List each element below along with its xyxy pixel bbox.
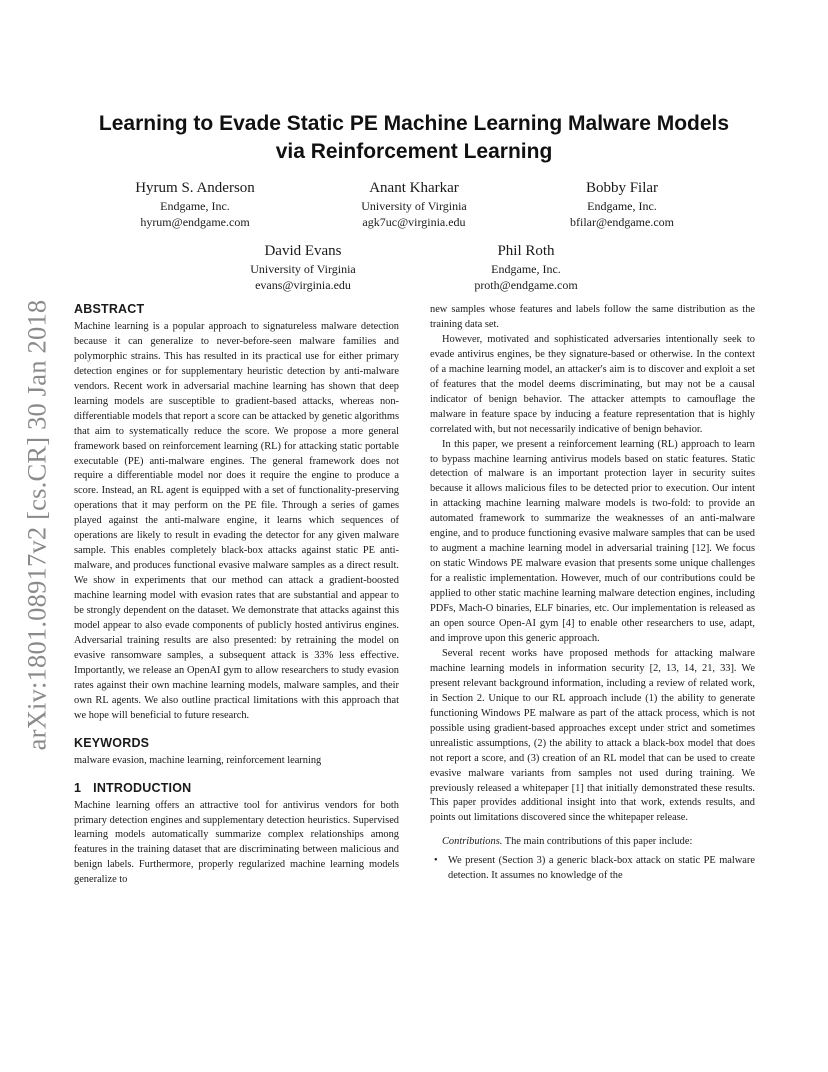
keywords-text: malware evasion, machine learning, reinforcement learning [74, 754, 322, 766]
author-affiliation: University of Virginia [361, 199, 467, 213]
keywords-heading: KEYWORDS [74, 735, 150, 750]
abstract-text: Machine learning is a popular approach to signatureless malware detection because it can generalize to never-before-seen malware families and polymorphic strains. This has resulted in its practical use for either primary detection engines or for supplementary heuristic detection by anti-malware vendors. Recent work in adversarial machine learning has shown that deep learning models are susceptible to gradient-based attacks, whereas non-differentiable models that report a score can be attacked by genetic algorithms that aim to systematically reduce the score. We propose a more general framework based on reinforcement learning (RL) for attacking static portable executable (PE) anti-malware engines. The general framework does not require a differentiable model nor does it require the engine to produce a score. Instead, an RL agent is equipped with a set of functionality-preserving operations that it may perform on the PE file. Through a series of games played against the anti-malware engine, it learns which sequences of operations are likely to result in evading the detector for any given malware sample. This enables completely black-box attacks against static PE anti-malware, and produces functional evasive malware samples as a direct result. We show in experiments that our method can attack a gradient-boosted machine learning model with evasion rates that are substantial and appear to be strongly dependent on the dataset. We demonstrate that attacks against this model appear to also evade components of publicly hosted antivirus engines. Adversarial training results are also presented: by retraining the model on evasive ransomware samples, a subsequent attack is 33% less effective. Importantly, we release an OpenAI gym to allow researchers to study evasion rates against their own machine learning models, malware samples, and their own RL agents. We also outline practical limitations with this approach that we hope will beneficial to future research. [74, 320, 399, 721]
author-block [517, 179, 727, 230]
author-name: David Evans [264, 243, 342, 259]
paper-title [74, 110, 754, 166]
title-line-2: via Reinforcement Learning [275, 140, 553, 163]
contributions-label: Contributions. [442, 836, 503, 848]
author-name: Bobby Filar [585, 180, 659, 196]
author-affiliation: Endgame, Inc. [160, 199, 230, 213]
author-block [90, 179, 300, 230]
arxiv-stamp-text: arXiv:1801.08917v2 [cs.CR] 30 Jan 2018 [21, 299, 52, 751]
section-title: INTRODUCTION [93, 780, 192, 795]
author-name: Hyrum S. Anderson [135, 180, 255, 196]
author-affiliation: Endgame, Inc. [587, 199, 657, 213]
intro-paragraph-continued: new samples whose features and labels follow the same distribution as the training data set. [430, 304, 755, 330]
intro-paragraph: In this paper, we present a reinforcement learning (RL) approach to learn to bypass machine learning antivirus models based on static features. Static detection of malware is an important protection layer in security suites because it allows malicious files to be detected prior to execution. Our intent in attacking machine learning malware models is two-fold: to provide an automated framework to summarize the weaknesses of an anti-malware engine, and to produce functioning evasive malware samples that can be used to augment a machine learning model in adversarial training [12]. We focus on static Windows PE malware evasion that presents some unique challenges for a realistic implementation. However, much of our contributions could be applied to other static machine learning malware detection engines, including PDFs, Mach-O binaries, ELF binaries, etc. Our implementation is released as an open source Open-AI gym [4] to enable other researchers to use, adapt, and improve upon this generic approach. [430, 438, 755, 644]
author-email: bfilar@endgame.com [569, 215, 674, 229]
right-column [430, 303, 755, 884]
intro-paragraph: Several recent works have proposed methods for attacking malware machine learning models in information security [2, 13, 14, 21, 33]. We present relevant background information, including a review of related work, in Section 2. Unique to our RL approach include (1) the ability to generate functioning Windows PE malware as part of the attack process, which is not possible using gradient-based approaches except under strict and sometimes unrealistic assumptions, (2) the ability to attack a black-box model that does not report a score, and (3) creation of an RL model that can be used to create evasive malware variants from samples not used during training. We previously released a whitepaper [1] that initially demonstrated these results. This paper provides additional insight into that work, extends results, and points out limitations discovered since the whitepaper release. [430, 647, 755, 824]
author-block [421, 242, 631, 293]
author-affiliation: Endgame, Inc. [491, 262, 561, 276]
arxiv-side-stamp [17, 285, 57, 765]
contributions-list [430, 854, 755, 884]
author-block [309, 179, 519, 230]
left-column [74, 302, 399, 888]
intro-paragraph: However, motivated and sophisticated adversaries intentionally seek to evade antivirus engines, be they signature-based or otherwise. In the context of a machine learning model, an attacker's aim is to discover and exploit a set of features that the model deems discriminating, but may not be a causal indicator of benign behavior. The attacker attempts to camouflage the malware in feature space by inducing a feature representation that is highly correlated with, but not necessarily indicative of benign behavior. [430, 333, 755, 435]
abstract-heading: ABSTRACT [74, 302, 145, 316]
author-name: Phil Roth [497, 243, 555, 259]
section-number: 1 [74, 780, 82, 795]
intro-paragraph: Machine learning offers an attractive tool for antivirus vendors for both primary detection engines and supplementary detection heuristics. Supervised learning models automatically summarize complex relationships among features in the training dataset that are discriminating between malicious and benign labels. Furthermore, properly regularized machine learning models generalize to [74, 799, 399, 886]
author-email: agk7uc@virginia.edu [362, 215, 466, 229]
author-block [198, 242, 408, 293]
title-line-1: Learning to Evade Static PE Machine Learning Malware Models [98, 112, 730, 135]
author-email: evans@virginia.edu [255, 278, 351, 292]
author-email: proth@endgame.com [474, 278, 578, 292]
author-affiliation: University of Virginia [250, 262, 356, 276]
introduction-heading [74, 781, 399, 796]
list-item [434, 854, 755, 884]
author-email: hyrum@endgame.com [140, 215, 250, 229]
list-item-text: We present (Section 3) a generic black-box attack on static PE malware detection. It assumes no knowledge of the [448, 855, 755, 882]
bullet-icon: • [434, 855, 438, 867]
contributions-paragraph [430, 835, 755, 850]
contributions-text: The main contributions of this paper include: [504, 836, 693, 848]
author-name: Anant Kharkar [369, 180, 459, 196]
